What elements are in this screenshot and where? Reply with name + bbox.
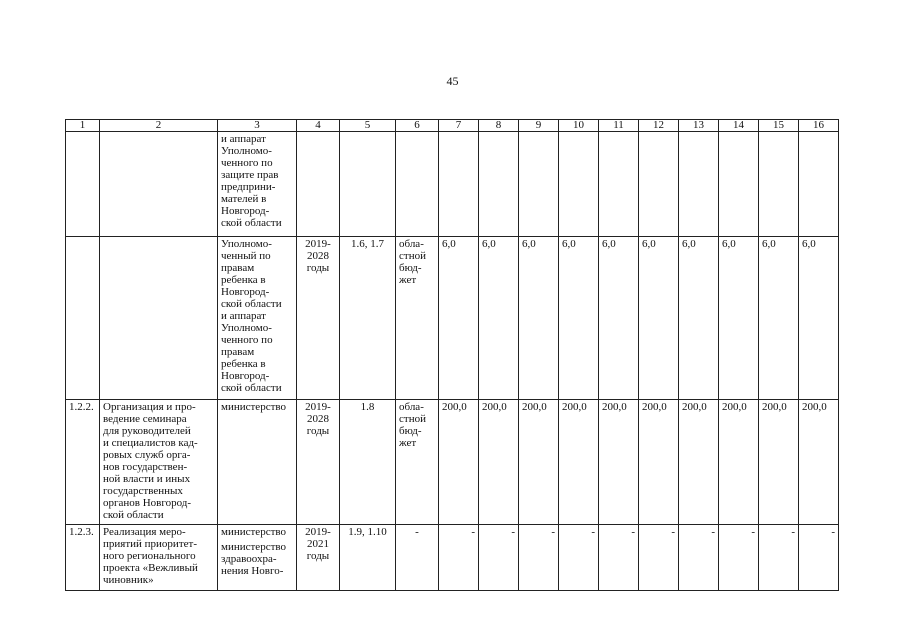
value-cell: 6,0 [679,237,719,400]
value-cell [439,132,479,237]
value-cell: 200,0 [759,400,799,525]
period-cell [297,132,340,237]
value-cell [639,132,679,237]
value-cell: 6,0 [719,237,759,400]
value-cell: - [719,525,759,591]
column-header: 2 [100,120,218,132]
column-header: 16 [799,120,839,132]
column-header: 3 [218,120,297,132]
number-cell: 1.2.2. [66,400,100,525]
executor-line: министерство здравоохра- нения Новго- [221,541,287,577]
value-cell [759,132,799,237]
value-cell: 6,0 [439,237,479,400]
value-cell: - [679,525,719,591]
executor-cell [218,525,297,591]
page-number: 45 [446,74,459,88]
column-header: 15 [759,120,799,132]
column-header: 13 [679,120,719,132]
column-header: 7 [439,120,479,132]
value-cell: 6,0 [799,237,839,400]
number-cell [66,237,100,400]
value-cell: - [559,525,599,591]
value-cell [719,132,759,237]
indicators-cell: 1.8 [340,400,396,525]
column-header: 5 [340,120,396,132]
value-cell: - [519,525,559,591]
value-cell: 6,0 [519,237,559,400]
source-cell: - [396,525,439,591]
value-cell: 200,0 [479,400,519,525]
value-cell: 200,0 [559,400,599,525]
value-cell: 200,0 [799,400,839,525]
column-header: 6 [396,120,439,132]
column-header: 10 [559,120,599,132]
executor-cell: и аппарат Уполномо- ченного по защите прав предприни- мателей в Новгород- ской области [218,132,297,237]
name-cell [100,132,218,237]
name-cell: Организация и про- ведение семинара для руководителей и специалистов кад- ровых служб орга- нов государствен- ной власти и иных государственных органов Новгород- ской области [100,400,218,525]
source-cell: обла- стной бюд- жет [396,237,439,400]
indicators-cell: 1.6, 1.7 [340,237,396,400]
column-header: 11 [599,120,639,132]
value-cell: 200,0 [439,400,479,525]
executor-line: министерство [221,526,287,538]
value-cell: - [439,525,479,591]
value-cell [599,132,639,237]
indicators-cell [340,132,396,237]
name-cell: Реализация меро- приятий приоритет- ного регионального проекта «Вежливый чиновник» [100,525,218,591]
number-cell: 1.2.3. [66,525,100,591]
value-cell: 6,0 [479,237,519,400]
column-header: 9 [519,120,559,132]
period-cell: 2019- 2028 годы [297,400,340,525]
column-header: 1 [66,120,100,132]
column-number-row [66,120,839,132]
value-cell: - [479,525,519,591]
value-cell: - [599,525,639,591]
value-cell: 200,0 [599,400,639,525]
source-cell [396,132,439,237]
value-cell: 200,0 [639,400,679,525]
value-cell: 200,0 [719,400,759,525]
value-cell [799,132,839,237]
value-cell: 6,0 [639,237,679,400]
executor-cell: Уполномо- ченный по правам ребенка в Новгород- ской области и аппарат Уполномо- ченного по правам ребенка в Новгород- ской области [218,237,297,400]
period-cell: 2019- 2021 годы [297,525,340,591]
value-cell [519,132,559,237]
column-header: 8 [479,120,519,132]
column-header: 14 [719,120,759,132]
value-cell: - [639,525,679,591]
value-cell: 6,0 [759,237,799,400]
source-cell: обла- стной бюд- жет [396,400,439,525]
period-cell: 2019- 2028 годы [297,237,340,400]
table-row [66,237,839,400]
column-header: 12 [639,120,679,132]
budget-table [65,119,839,591]
value-cell [479,132,519,237]
value-cell [679,132,719,237]
table-row [66,400,839,525]
indicators-cell: 1.9, 1.10 [340,525,396,591]
value-cell: 200,0 [519,400,559,525]
value-cell: 6,0 [559,237,599,400]
number-cell [66,132,100,237]
value-cell: - [799,525,839,591]
value-cell [559,132,599,237]
table-row [66,525,839,591]
table-row [66,132,839,237]
value-cell: - [759,525,799,591]
column-header: 4 [297,120,340,132]
value-cell: 200,0 [679,400,719,525]
executor-cell: министерство [218,400,297,525]
value-cell: 6,0 [599,237,639,400]
name-cell [100,237,218,400]
